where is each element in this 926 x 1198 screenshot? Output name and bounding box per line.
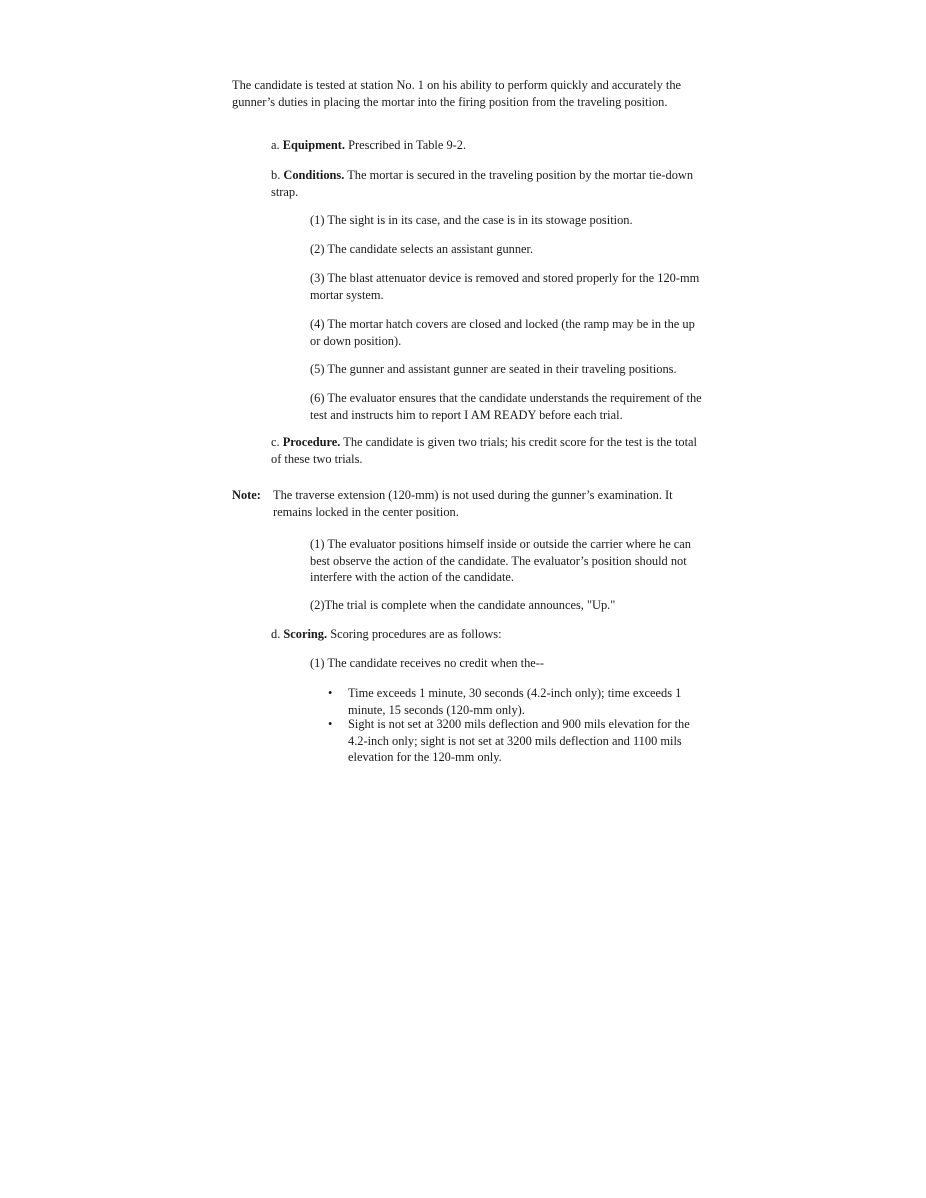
procedure-heading: Procedure. bbox=[282, 435, 341, 449]
note-label: Note: bbox=[232, 488, 261, 502]
scoring-bullet-1: Time exceeds 1 minute, 30 seconds (4.2-inch only); time exceeds 1 minute, 15 seconds (120-mm only). bbox=[348, 686, 682, 717]
conditions-item-2: (2) The candidate selects an assistant gunner. bbox=[310, 242, 534, 256]
procedure-item-1: (1) The evaluator positions himself inside or outside the carrier where he can best observe the action of the candidate. The evaluator’s position should not interfere with the action of the candidate. bbox=[310, 537, 691, 584]
scoring-prefix: d. bbox=[271, 627, 284, 641]
scoring-bullet-2: Sight is not set at 3200 mils deflection and 900 mils elevation for the 4.2-inch only; sight is not set at 3200 mils deflection and 1100 mils elevation for the 120-mm only. bbox=[348, 717, 690, 764]
scoring-paragraph bbox=[271, 626, 701, 643]
conditions-item-5: (5) The gunner and assistant gunner are seated in their traveling positions. bbox=[310, 362, 677, 376]
equipment-heading: Equipment. bbox=[282, 138, 346, 152]
procedure-item-2: (2)The trial is complete when the candidate announces, "Up." bbox=[310, 598, 616, 612]
bullet-icon: • bbox=[328, 686, 333, 700]
conditions-item-3: (3) The blast attenuator device is removed and stored properly for the 120-mm mortar system. bbox=[310, 271, 700, 302]
equipment-paragraph bbox=[271, 137, 701, 154]
procedure-paragraph bbox=[271, 434, 701, 467]
conditions-item-1: (1) The sight is in its case, and the case is in its stowage position. bbox=[310, 213, 633, 227]
bullet-icon: • bbox=[328, 717, 333, 731]
note-text: The traverse extension (120-mm) is not used during the gunner’s examination. It remains locked in the center position. bbox=[273, 488, 673, 519]
scoring-text: Scoring procedures are as follows: bbox=[327, 627, 502, 641]
conditions-item-4: (4) The mortar hatch covers are closed and locked (the ramp may be in the up or down position). bbox=[310, 317, 695, 348]
conditions-prefix: b. bbox=[271, 168, 284, 182]
equipment-text: Prescribed in Table 9-2. bbox=[345, 138, 467, 152]
conditions-paragraph bbox=[271, 167, 701, 200]
scoring-item-1: (1) The candidate receives no credit when the-- bbox=[310, 656, 545, 670]
conditions-item-6: (6) The evaluator ensures that the candidate understands the requirement of the test and instructs him to report I AM READY before each trial. bbox=[310, 391, 702, 422]
procedure-text: The candidate is given two trials; his credit score for the test is the total of these two trials. bbox=[271, 435, 697, 466]
equipment-prefix: a. bbox=[271, 138, 283, 152]
conditions-text: The mortar is secured in the traveling position by the mortar tie-down strap. bbox=[271, 168, 694, 199]
scoring-heading: Scoring. bbox=[283, 627, 328, 641]
conditions-heading: Conditions. bbox=[283, 168, 345, 182]
intro-paragraph: The candidate is tested at station No. 1 on his ability to perform quickly and accurately the gunner’s duties in placing the mortar into the firing position from the traveling position. bbox=[232, 78, 682, 109]
procedure-prefix: c. bbox=[271, 435, 283, 449]
